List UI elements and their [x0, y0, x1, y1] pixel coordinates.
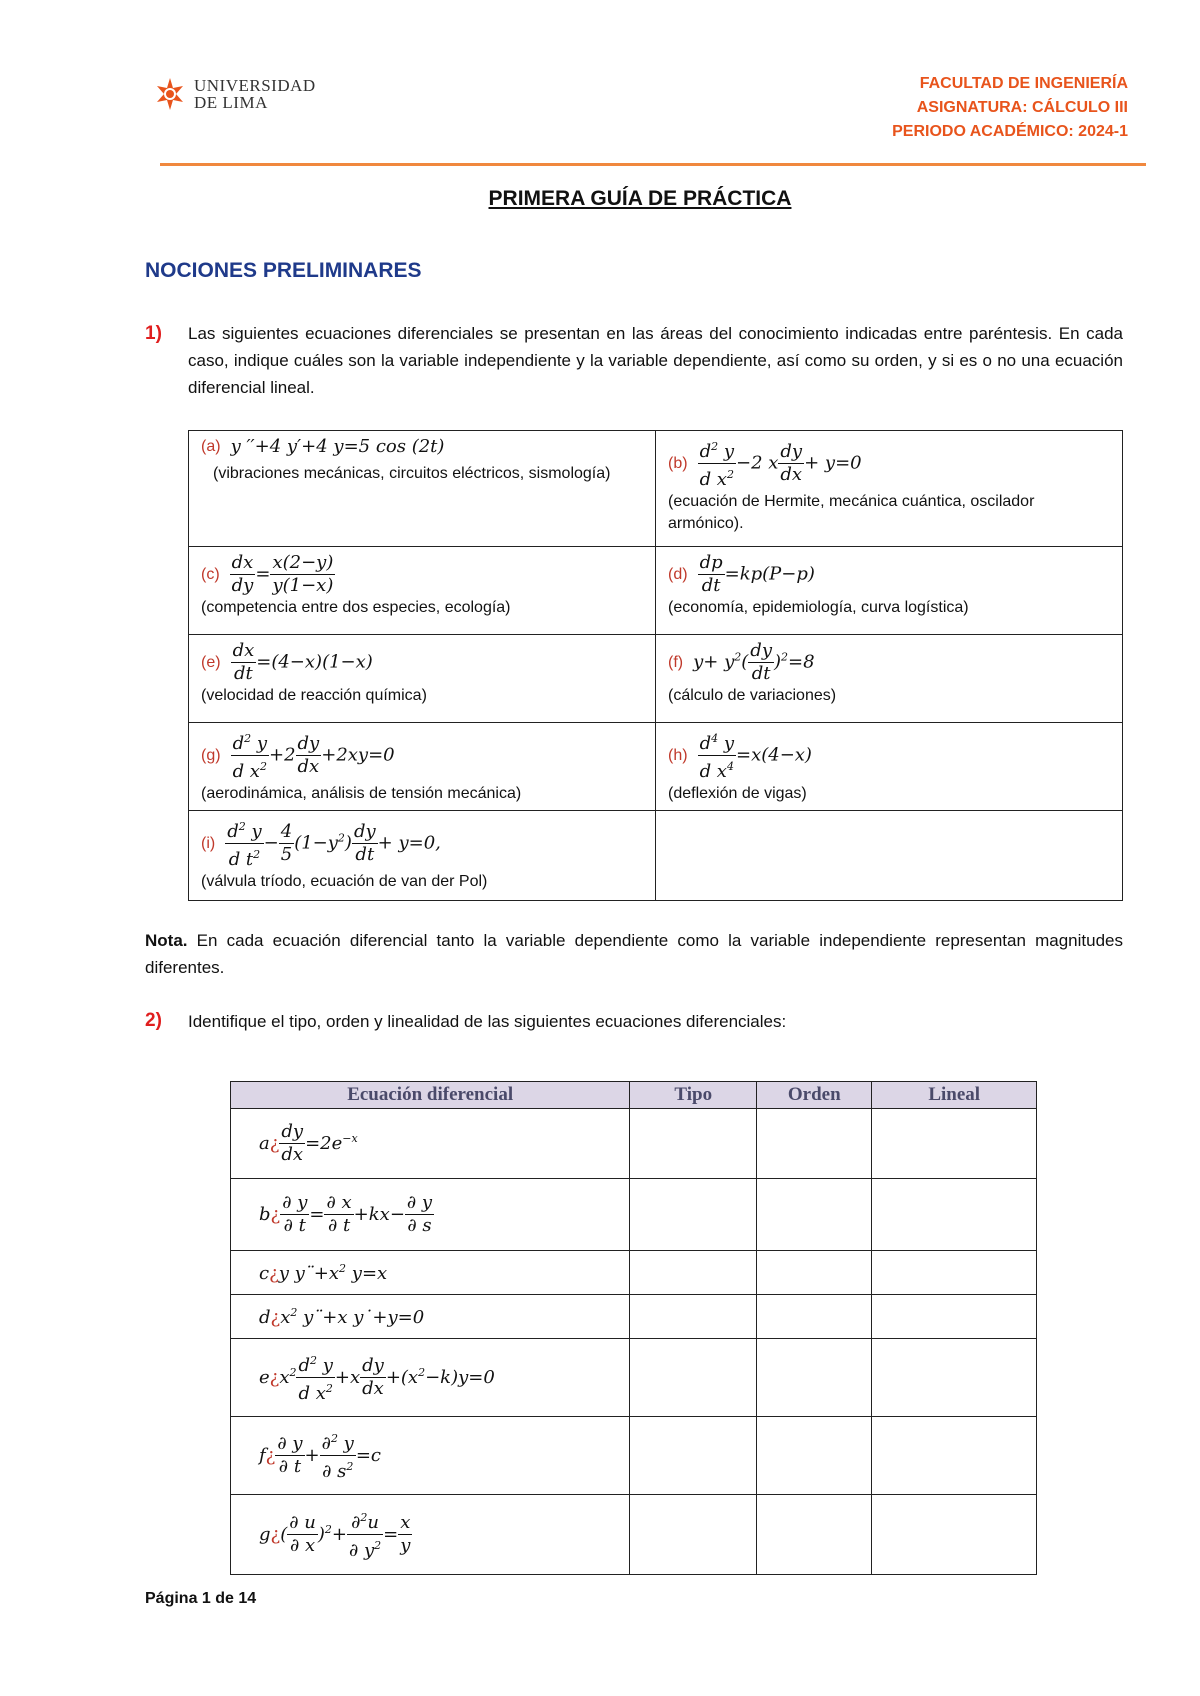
equation-cell-d — [656, 547, 1123, 635]
answer-cell[interactable] — [872, 1295, 1037, 1339]
answer-cell[interactable] — [872, 1495, 1037, 1575]
answer-cell[interactable] — [630, 1417, 757, 1495]
equation-d: $\frac{dp}{dt}$ =kp(P−p) — [699, 552, 815, 596]
logo-line-2: DE LIMA — [194, 93, 268, 112]
table-row — [231, 1417, 1037, 1495]
table-row — [231, 1179, 1037, 1251]
university-logo — [152, 76, 316, 112]
desc-e: (velocidad de reacción química) — [201, 687, 427, 704]
desc-a: (vibraciones mecánicas, circuitos eléctricos, sismología) — [213, 465, 611, 482]
equation-cell-g — [189, 723, 656, 811]
table-row — [231, 1495, 1037, 1575]
label-c: (c) — [201, 565, 220, 583]
label-h: (h) — [668, 746, 688, 764]
desc-b: (ecuación de Hermite, mecánica cuántica, oscilador armónico). — [668, 493, 1035, 532]
desc-g: (aerodinámica, análisis de tensión mecánica) — [201, 785, 522, 802]
answer-cell[interactable] — [757, 1109, 872, 1179]
equation-2f: f¿ $\frac{\partial y}{\partial t}$ + $\frac{\partial^2 y}{\partial s^2}$ =c — [259, 1445, 381, 1466]
header-equation: Ecuación diferencial — [231, 1082, 630, 1109]
note-label: Nota. — [145, 931, 188, 950]
equation-2b: b¿ $\frac{\partial y}{\partial t}$ = $\frac{\partial x}{\partial t}$ +kx− $\frac{\partial y}{\partial s}$ — [259, 1192, 433, 1236]
equation-g: $\frac{d^2 y}{d x^2}$ +2 $\frac{dy}{dx}$ +2xy=0 — [231, 728, 395, 783]
label-a: (a) — [201, 437, 221, 455]
equation-cell-h — [656, 723, 1123, 811]
equation-e: $\frac{dx}{dt}$ =(4−x)(1−x) — [232, 640, 373, 684]
answer-cell[interactable] — [872, 1417, 1037, 1495]
header-divider — [160, 163, 1146, 166]
equation-b: $\frac{d^2 y}{d x^2}$ −2 x $\frac{dy}{dx}$ + y=0 — [698, 436, 862, 491]
desc-h: (deflexión de vigas) — [668, 785, 807, 802]
label-g: (g) — [201, 746, 221, 764]
equation-cell-f — [656, 635, 1123, 723]
equation-h: $\frac{d^4 y}{d x^4}$ =x(4−x) — [698, 728, 812, 783]
desc-d: (economía, epidemiología, curva logística) — [668, 599, 969, 616]
university-star-icon — [152, 76, 188, 112]
empty-cell — [656, 811, 1123, 901]
desc-i: (válvula tríodo, ecuación de van der Pol) — [201, 873, 488, 890]
answer-cell[interactable] — [630, 1295, 757, 1339]
label-d: (d) — [668, 565, 688, 583]
equation-cell-c — [189, 547, 656, 635]
page-title: PRIMERA GUÍA DE PRÁCTICA — [488, 187, 792, 210]
answer-cell[interactable] — [630, 1179, 757, 1251]
label-f: (f) — [668, 653, 684, 671]
equation-cell-i — [189, 811, 656, 901]
equation-f: $y+ y^2$( $\frac{dy}{dt}$ )$^2$=8 — [693, 640, 815, 684]
classification-table — [230, 1081, 1037, 1575]
academic-period: PERIODO ACADÉMICO: 2024-1 — [892, 123, 1128, 140]
table-row — [231, 1295, 1037, 1339]
answer-cell[interactable] — [872, 1339, 1037, 1417]
equation-2e: $e¿x^2$ $\frac{d^2 y}{d x^2}$ +x $\frac{dy}{dx}$ $+(x^2-k)y=0$ — [259, 1367, 495, 1388]
course: ASIGNATURA: CÁLCULO III — [916, 99, 1128, 116]
equation-cell-b — [656, 431, 1123, 547]
answer-cell[interactable] — [630, 1495, 757, 1575]
header-info — [892, 72, 1128, 144]
equation-2a: a¿ $\frac{dy}{dx}$ $=2e^{-x}$ — [259, 1121, 358, 1165]
answer-cell[interactable] — [872, 1179, 1037, 1251]
answer-cell[interactable] — [757, 1417, 872, 1495]
section-title: NOCIONES PRELIMINARES — [145, 259, 422, 282]
answer-cell[interactable] — [757, 1339, 872, 1417]
note — [145, 927, 1123, 981]
label-b: (b) — [668, 454, 688, 472]
question-2-text: Identifique el tipo, orden y linealidad de las siguientes ecuaciones diferenciales: — [188, 1012, 787, 1031]
answer-cell[interactable] — [757, 1179, 872, 1251]
table-row — [231, 1109, 1037, 1179]
header-linear: Lineal — [872, 1082, 1037, 1109]
note-text: En cada ecuación diferencial tanto la variable dependiente como la variable independiente representan magnitudes diferentes. — [145, 931, 1123, 977]
equation-i: $\frac{d^2 y}{d t^2}$ − $\frac{4}{5}$ $(1-y^2)$ $\frac{dy}{dt}$ + y=0, — [225, 816, 441, 871]
answer-cell[interactable] — [757, 1495, 872, 1575]
equation-c: $\frac{dx}{dy}$ = $\frac{x(2-y)}{y(1-x)}$ — [231, 552, 334, 596]
equation-cell-a — [189, 431, 656, 547]
equation-2c: c¿y $y¨+x^2$ y=x — [259, 1261, 388, 1284]
answer-cell[interactable] — [757, 1251, 872, 1295]
answer-cell[interactable] — [630, 1339, 757, 1417]
header-type: Tipo — [630, 1082, 757, 1109]
faculty: FACULTAD DE INGENIERÍA — [919, 75, 1128, 92]
table-row — [231, 1339, 1037, 1417]
table-row — [231, 1251, 1037, 1295]
equation-2g: g¿( $\frac{\partial u}{\partial x}$ )$^2$+ $\frac{\partial^2u}{\partial y^2}$ = $\frac{x}{y}$ — [259, 1524, 412, 1545]
equation-cell-e — [189, 635, 656, 723]
desc-c: (competencia entre dos especies, ecología) — [201, 599, 511, 616]
equation-2d: $d¿x^2$ y¨+x y˙+y=0 — [259, 1305, 425, 1328]
question-2-number: 2) — [145, 1010, 162, 1031]
answer-cell[interactable] — [872, 1251, 1037, 1295]
label-e: (e) — [201, 653, 221, 671]
label-i: (i) — [201, 834, 216, 852]
answer-cell[interactable] — [630, 1251, 757, 1295]
header-order: Orden — [757, 1082, 872, 1109]
equations-table — [188, 430, 1123, 901]
logo-line-1: UNIVERSIDAD — [194, 76, 316, 95]
question-1-number: 1) — [145, 323, 162, 344]
desc-f: (cálculo de variaciones) — [668, 687, 837, 704]
equation-a: y ′′+4 y′+4 y=5 cos (2t) — [230, 436, 445, 457]
answer-cell[interactable] — [872, 1109, 1037, 1179]
answer-cell[interactable] — [630, 1109, 757, 1179]
question-1-text: Las siguientes ecuaciones diferenciales se presentan en las áreas del conocimiento indicadas entre paréntesis. En cada caso, indique cuáles son la variable independiente y la variable dependiente, así como su orden, y si es o no una ecuación diferencial lineal. — [188, 324, 1123, 397]
answer-cell[interactable] — [757, 1295, 872, 1339]
page-number: Página 1 de 14 — [145, 1590, 257, 1607]
